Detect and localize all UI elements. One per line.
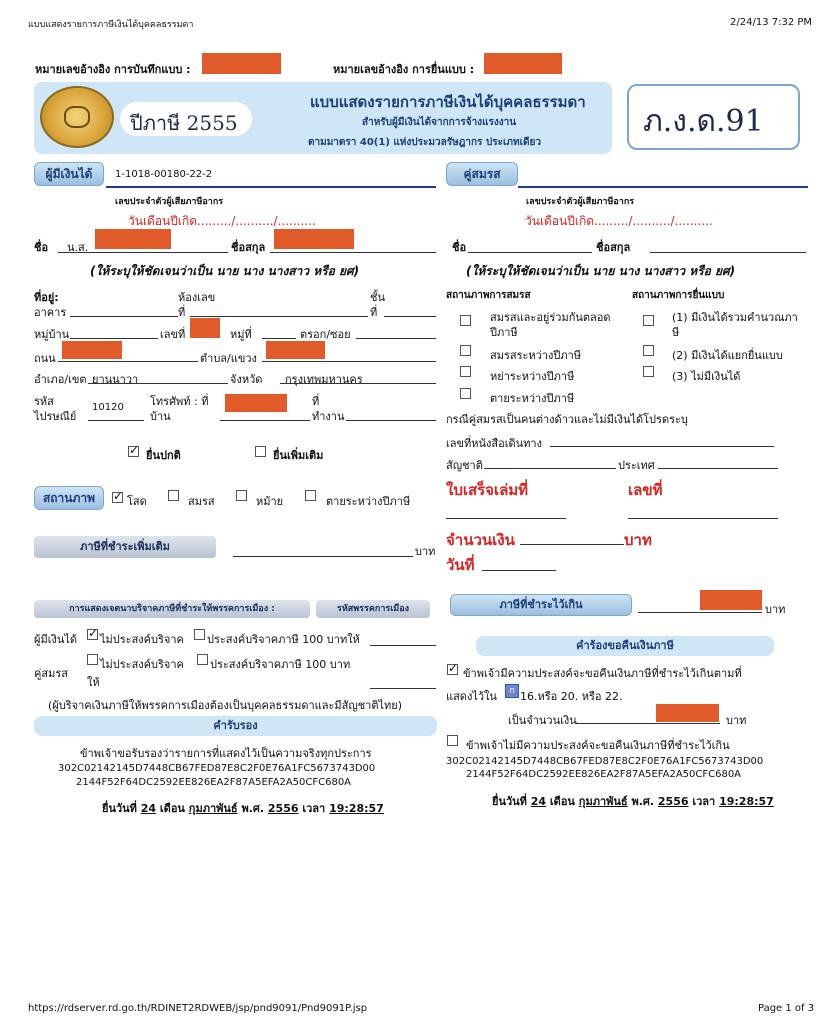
spouse-donate-checkbox[interactable] [197,654,208,665]
taxpayer-no-donate-checkbox[interactable] [87,629,98,640]
refund-month: กุมภาพันธ์ [578,795,628,808]
spouse-surname-label: ชื่อสกุล [596,241,631,254]
refund-amount-unit: บาท [726,714,747,727]
spouse-filing-opt2-label: (2) มีเงินได้แยกยื่นแบบ [672,349,783,362]
phone-home-label-bottom: บ้าน [150,410,171,423]
province-value[interactable]: กรุงเทพมหานคร [285,373,363,386]
phone-home-underline [220,420,310,421]
taxpayer-tax-id-label: เลขประจำตัวผู้เสียภาษีอากร [115,197,224,207]
postal-label-top: รหัส [34,395,54,408]
receipt-date-label: วันที่ [446,556,475,574]
form-title: แบบแสดงรายการภาษีเงินได้บุคคลธรรมดา [310,93,586,111]
soi-label: ตรอก/ซอย [300,328,351,341]
certification-time: 19:28:57 [329,802,384,815]
overpaid-unit: บาท [765,603,786,616]
receipt-amount-underline [520,544,624,545]
phone-work-label-top: ที่ [312,395,320,408]
refund-date-prefix: ยื่นวันที่ [492,795,527,808]
room-label-top: ห้องเลข [178,291,216,304]
donation-note: (ผู้บริจาคเงินภาษีให้พรรคการเมืองต้องเป็นบุคคลธรรมดาและมีสัญชาติไทย) [48,699,403,712]
status-label: สถานภาพ [34,486,104,510]
refund-time: 19:28:57 [719,795,774,808]
spouse-tax-id-underline [518,186,808,188]
building-label: อาคาร [34,306,67,319]
browser-page-number: Page 1 of 3 [758,1003,815,1014]
spouse-surname-underline [650,252,806,253]
browser-datetime: 2/24/13 7:32 PM [730,17,813,28]
ref-record-label: หมายเลขอ้างอิง การบันทึกแบบ : [35,63,191,76]
redacted-ref-submit [484,53,562,74]
spouse-name-label: ชื่อ [452,241,467,254]
marital-opt2-label: สมรสระหว่างปีภาษี [490,349,582,362]
refund-date [492,792,774,810]
redacted-refund-amount [656,704,719,722]
overpaid-label: ภาษีที่ชำระไว้เกิน [450,594,632,616]
refund-amount-label: เป็นจำนวนเงิน [508,714,577,727]
receipt-book-label: ใบเสร็จเล่มที่ [446,481,529,499]
province-label: จังหวัด [230,373,263,386]
taxpayer-title-prefix: น.ส. [67,241,89,254]
year-badge [120,102,252,136]
taxpayer-dob: วันเดือนปีเกิด........./........../.......... [128,214,316,228]
marital-opt4-label: ตายระหว่างปีภาษี [490,392,575,405]
room-underline [190,316,368,317]
status-died-label: ตายระหว่างปีภาษี [326,495,411,508]
marital-opt2-checkbox[interactable] [460,345,471,356]
taxpayer-surname-label: ชื่อสกุล [231,241,266,254]
year-label: ปีภาษี 2555 [130,111,238,135]
redacted-subdistrict [266,341,325,359]
certification-text: ข้าพเจ้าขอรับรองว่ารายการที่แสดงไว้เป็นความจริงทุกประการ [80,747,372,760]
status-widowed-checkbox[interactable] [236,490,247,501]
moo-underline [262,338,296,339]
donation-header: การแสดงเจตนาบริจาคภาษีที่ชำระให้พรรคการเมือง : [34,600,310,618]
refund-amount-underline [576,723,720,724]
browser-page-title: แบบแสดงรายการภาษีเงินได้บุคคลธรรมดา [28,20,194,30]
moo-label: หมู่ที่ [230,328,252,341]
taxpayer-section-label: ผู้มีเงินได้ [34,162,104,186]
surname-underline [270,252,436,253]
marital-opt1-label-a: สมรสและอยู่ร่วมกันตลอด [490,311,611,324]
status-single-label: โสด [127,495,147,508]
taxpayer-donate-label: ประสงค์บริจาคภาษี 100 บาทให้ [207,633,360,646]
postal-label-bottom: ไปรษณีย์ [34,410,77,423]
status-single-checkbox[interactable] [112,492,123,503]
village-label: หมู่บ้าน [34,328,70,341]
postal-value[interactable]: 10120 [92,402,124,413]
status-died-checkbox[interactable] [305,490,316,501]
refund-header: คำร้องขอคืนเงินภาษี [476,636,774,656]
filing-extra-checkbox[interactable] [255,446,266,457]
tax-due-label: ภาษีที่ชำระเพิ่มเติม [34,536,216,558]
country-underline [658,468,778,469]
subdistrict-label: ตำบล/แขวง [200,352,257,365]
spouse-filing-opt3-label: (3) ไม่มีเงินได้ [672,370,741,383]
redacted-ref-record [202,53,281,74]
certification-time-label: เวลา [302,802,326,815]
marital-opt1-checkbox[interactable] [460,315,471,326]
nationality-underline [484,468,616,469]
certification-year: 2556 [267,802,299,815]
receipt-book-underline [446,518,566,519]
district-value[interactable]: ยานนาวา [92,373,139,386]
marital-opt3-label: หย่าระหว่างปีภาษี [490,370,575,383]
browser-url[interactable]: https://rdserver.rd.go.th/RDINET2RDWEB/jsp/pnd9091/Pnd9091P.jsp [28,1003,368,1014]
refund-want-line-2b: 16.หรือ 20. หรือ 22. [520,690,623,703]
redacted-road [62,341,122,359]
house-no-label: เลขที่ [160,328,186,341]
spouse-donate-label: ประสงค์บริจาคภาษี 100 บาท [210,658,351,671]
phone-work-label-bottom: ทำงาน [312,410,345,423]
refund-month-label: เดือน [549,795,575,808]
taxpayer-donate-checkbox[interactable] [194,629,205,640]
taxpayer-name-instruction: (ให้ระบุให้ชัดเจนว่าเป็น นาย นาง นางสาว หรือ ยศ) [90,264,360,278]
floor-label-bottom: ที่ [370,306,378,319]
spouse-tax-id-label: เลขประจำตัวผู้เสียภาษีอากร [526,197,635,207]
refund-year: 2556 [657,795,689,808]
passport-label: เลขที่หนังสือเดินทาง [446,437,542,450]
tax-id-underline [106,186,436,188]
spouse-name-instruction: (ให้ระบุให้ชัดเจนว่าเป็น นาย นาง นางสาว หรือ ยศ) [466,264,736,278]
refund-day: 24 [530,795,547,808]
status-widowed-label: หม้าย [256,495,284,508]
certification-year-label: พ.ศ. [241,802,265,815]
district-underline [88,383,228,384]
road-label: ถนน [34,352,56,365]
certification-hash-2: 2144F52F64DC2592EE826EA2F87A5EFA2A50CFC680A [76,777,352,788]
room-label-bottom: ที่ [178,306,186,319]
certification-header: คำรับรอง [34,716,437,736]
refund-want-checkbox[interactable] [447,664,458,675]
refund-not-want-checkbox[interactable] [447,735,458,746]
spouse-dob: วันเดือนปีเกิด........./........../.......... [525,214,713,228]
status-married-label: สมรส [188,495,215,508]
redacted-overpaid-amount [700,590,762,610]
ref-submit-label: หมายเลขอ้างอิง การยื่นแบบ : [333,63,475,76]
province-underline [280,383,436,384]
donation-taxpayer-label: ผู้มีเงินได้ [34,633,78,646]
overpaid-underline [638,612,762,613]
certification-hash-1: 302C02142145D7448CB67FED87E8C2F0E76A1FC5673743D00 [58,763,376,774]
marital-header: สถานภาพการสมรส [446,290,531,301]
taxpayer-name-label: ชื่อ [34,241,49,254]
refund-hash-1: 302C02142145D7448CB67FED87E8C2F0E76A1FC5673743D00 [446,756,764,767]
redacted-surname [274,229,354,249]
name-underline [58,252,228,253]
taxpayer-tax-id[interactable]: 1-1018-00180-22-2 [115,169,213,180]
receipt-number-underline [628,518,778,519]
address-label: ที่อยู่: [34,291,59,304]
spouse-give-label: ให้ [87,676,100,689]
building-underline [70,316,178,317]
taxpayer-party-underline [370,645,436,646]
tax-due-unit: บาท [415,545,436,558]
spouse-filing-header: สถานภาพการยื่นแบบ [632,290,725,301]
spouse-section-label: คู่สมรส [446,162,518,186]
redacted-first-name [95,229,171,249]
refund-want-line-1: ข้าพเจ้ามีความประสงค์จะขอคืนเงินภาษีที่ชำระไว้เกินตามที่ [463,667,742,680]
subdistrict-underline [262,361,436,362]
spouse-name-underline [468,252,592,253]
spouse-filing-opt3-checkbox[interactable] [643,366,654,377]
refund-year-label: พ.ศ. [631,795,655,808]
form-subtitle-2: ตามมาตรา 40(1) แห่งประมวลรัษฎากร ประเภทเดียว [308,137,541,148]
passport-underline [550,446,774,447]
marital-opt4-checkbox[interactable] [460,388,471,399]
district-label: อำเภอ/เขต [34,373,87,386]
floor-underline [384,316,436,317]
phone-work-underline [346,420,436,421]
spouse-no-donate-label: ไม่ประสงค์บริจาค [100,658,184,671]
taxpayer-no-donate-label: ไม่ประสงค์บริจาค [100,633,184,646]
status-married-checkbox[interactable] [168,490,179,501]
spouse-filing-opt1-label-b: ษี [672,326,680,339]
receipt-number-label: เลขที่ [628,481,663,499]
filing-normal-checkbox[interactable] [128,446,139,457]
refund-not-want-label: ข้าพเจ้าไม่มีความประสงค์จะขอคืนเงินภาษีที่ชำระไว้เกิน [466,739,730,752]
form-code: ภ.ง.ด.91 [643,104,764,139]
certification-date [102,799,384,817]
party-code-header: รหัสพรรคการเมือง [316,600,430,618]
receipt-amount-label: จำนวนเงิน [446,531,515,549]
foreign-spouse-note: กรณีคู่สมรสเป็นคนต่างด้าวและไม่มีเงินได้โปรดระบุ [446,413,688,426]
revenue-department-seal [40,86,114,148]
certification-date-prefix: ยื่นวันที่ [102,802,137,815]
certification-month-label: เดือน [159,802,185,815]
postal-underline [88,420,144,421]
certification-month: กุมภาพันธ์ [188,802,238,815]
refund-hash-2: 2144F52F64DC2592EE826EA2F87A5EFA2A50CFC680A [466,769,742,780]
refund-want-line-2a: แสดงไว้ใน [446,690,497,703]
donation-spouse-label: คู่สมรส [34,667,68,680]
form-code-box [627,84,800,150]
floor-label-top: ชั้น [370,291,385,304]
soi-underline [356,338,436,339]
filing-normal-label: ยื่นปกติ [146,449,181,462]
certification-day: 24 [140,802,157,815]
nationality-label: สัญชาติ [446,459,483,472]
redacted-phone-home [225,394,287,412]
redacted-house-no [190,318,220,338]
refund-item-icon[interactable]: ก [505,684,519,698]
spouse-filing-opt1-label-a: (1) มีเงินได้รวมคำนวณภา [672,311,798,324]
form-subtitle-1: สำหรับผู้มีเงินได้จากการจ้างแรงงาน [362,117,517,128]
spouse-filing-opt2-checkbox[interactable] [643,345,654,356]
filing-extra-label: ยื่นเพิ่มเติม [273,449,324,462]
marital-opt1-label-b: ปีภาษี [490,326,518,339]
receipt-baht-label: บาท [624,531,652,549]
receipt-date-underline [482,570,556,571]
marital-opt3-checkbox[interactable] [460,366,471,377]
refund-time-label: เวลา [692,795,716,808]
country-label: ประเทศ [618,459,655,472]
road-underline [58,361,198,362]
tax-due-underline [233,556,413,557]
spouse-no-donate-checkbox[interactable] [87,654,98,665]
spouse-party-underline [370,688,436,689]
village-underline [70,338,158,339]
phone-home-label-top: โทรศัพท์ : ที่ [150,395,209,408]
spouse-filing-opt1-checkbox[interactable] [643,315,654,326]
